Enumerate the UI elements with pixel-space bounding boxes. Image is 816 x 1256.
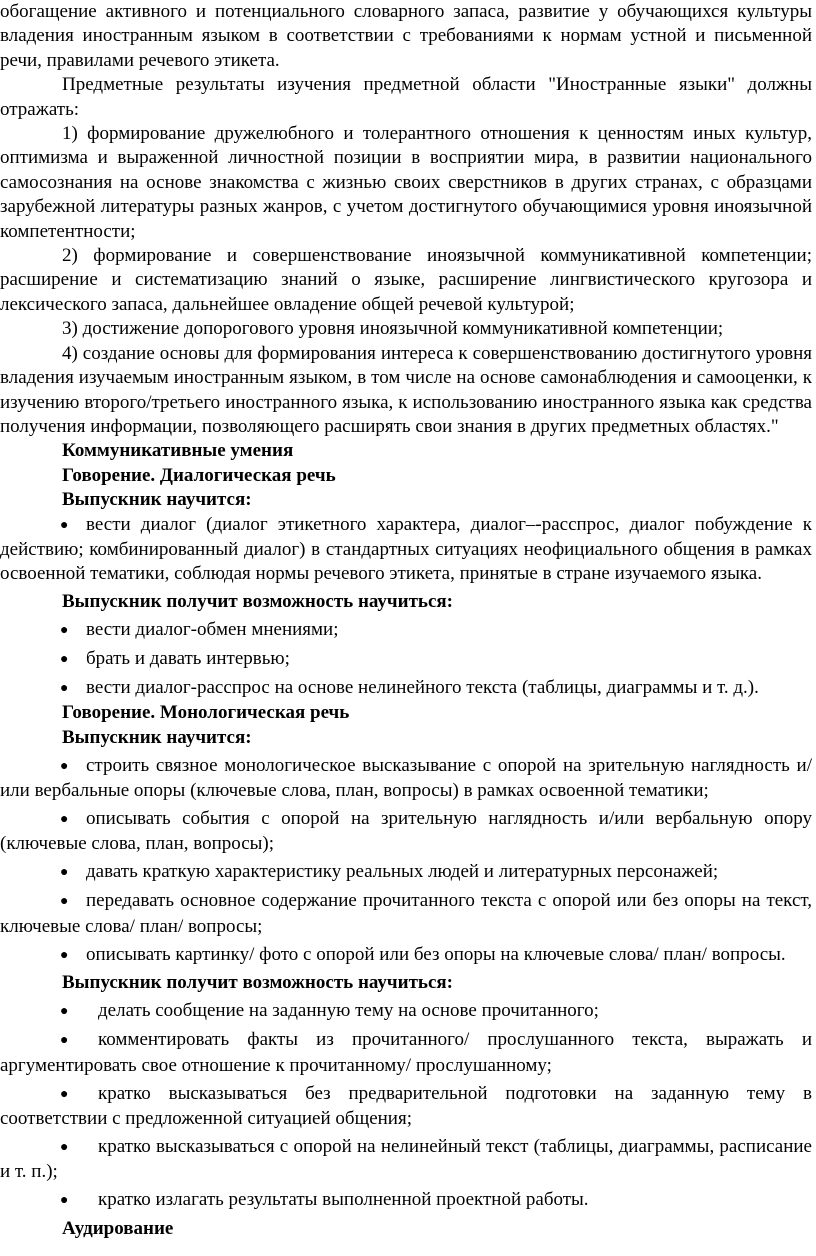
heading-will-learn: Выпускник научится: bbox=[62, 489, 252, 511]
bullet-icon: ● bbox=[60, 1004, 69, 1020]
heading-listening: Аудирование bbox=[62, 1218, 174, 1240]
list-item bbox=[0, 999, 812, 1024]
bullet-icon: ● bbox=[60, 758, 69, 774]
heading-will-learn: Выпускник научится: bbox=[62, 726, 252, 748]
heading-opportunity: Выпускник получит возможность научиться: bbox=[62, 591, 454, 613]
list-item bbox=[0, 754, 812, 804]
intro-paragraph: Предметные результаты изучения предметной области "Иностранные языки" должны отражать: bbox=[0, 74, 812, 120]
bullet-icon: ● bbox=[60, 865, 69, 881]
list-item-text: комментировать факты из прочитанного/ прослушанного текста, выражать и аргументировать свое отношение к прочитанному/ прослушанному; bbox=[0, 1029, 812, 1076]
result-item-4: 4) создание основы для формирования интереса к совершенствованию достигнутого уровня владения изучаемым иностранным языком, в том числе на основе самонаблюдения и самооценки, к изучению второго/третьего иностранного языка, к использованию иностранного языка как средства получения информации, позволяющего расширять свои знания в других предметных областях." bbox=[0, 342, 812, 437]
bullet-icon: ● bbox=[60, 947, 69, 963]
list-item bbox=[0, 1082, 812, 1132]
list-item bbox=[0, 860, 812, 885]
list-item-text: кратко высказываться с опорой на нелинейный текст (таблицы, диаграммы, расписание и т. п.); bbox=[0, 1135, 812, 1183]
bullet-icon: ● bbox=[60, 812, 69, 827]
list-item-text: кратко высказываться без предварительной подготовки на заданную тему в соответствии с предложенной ситуацией общения; bbox=[0, 1082, 812, 1129]
list-item-text: делать сообщение на заданную тему на основе прочитанного; bbox=[98, 1000, 599, 1022]
list-item-text: строить связное монологическое высказывание с опорой на зрительную наглядность и/или вербальные опоры (ключевые слова, план, вопросы) в рамках освоенной тематики; bbox=[0, 754, 812, 802]
bullet-icon: ● bbox=[60, 1033, 69, 1049]
list-item-text: вести диалог (диалог этикетного характера, диалог–-расспрос, диалог побуждение к действию; комбинированный диалог) в стандартных ситуациях неофициального общения в рамках освоенной тематики, соблюдая нормы речевого этикета, принятые в стране изучаемого языка. bbox=[0, 513, 812, 585]
list-item bbox=[0, 1188, 812, 1213]
list-item-text: вести диалог-расспрос на основе нелинейного текста (таблицы, диаграммы и т. д.). bbox=[86, 676, 759, 698]
list-item bbox=[0, 1135, 812, 1185]
list-item-text: давать краткую характеристику реальных людей и литературных персонажей; bbox=[86, 861, 719, 883]
list-item-text: описывать картинку/ фото с опорой или без опоры на ключевые слова/ план/ вопросы. bbox=[86, 943, 786, 965]
list-item bbox=[0, 943, 812, 968]
list-item bbox=[0, 513, 812, 587]
intro-paragraph: обогащение активного и потенциального словарного запаса, развитие у обучающихся культуры владения иностранным языком в соответствии с требованиями к нормам устной и письменной речи, правилами речевого этикета. bbox=[0, 1, 812, 71]
bullet-icon: ● bbox=[60, 623, 69, 639]
bullet-icon: ● bbox=[60, 680, 69, 696]
result-item-2: 2) формирование и совершенствование иноязычной коммуникативной компетенции; расширение и систематизацию знаний о языке, расширение лингвистического кругозора и лексического запаса, дальнейшее овладение общей речевой культурой; bbox=[0, 245, 812, 315]
list-item bbox=[0, 1028, 812, 1078]
bullet-icon: ● bbox=[60, 517, 69, 533]
list-item-text: брать и давать интервью; bbox=[86, 648, 290, 670]
list-item bbox=[0, 889, 812, 939]
bullet-icon: ● bbox=[60, 894, 69, 910]
heading-opportunity: Выпускник получит возможность научиться: bbox=[62, 972, 454, 994]
list-item bbox=[0, 647, 812, 672]
heading-monolog-speech: Говорение. Монологическая речь bbox=[62, 702, 350, 724]
bullet-icon: ● bbox=[60, 652, 69, 668]
list-item-text: кратко излагать результаты выполненной проектной работы. bbox=[98, 1189, 589, 1211]
result-item-3: 3) достижение допорогового уровня иноязычной коммуникативной компетенции; bbox=[62, 318, 724, 340]
list-item bbox=[0, 676, 812, 701]
bullet-icon: ● bbox=[60, 1086, 69, 1102]
list-item-text: передавать основное содержание прочитанного текста с опорой или без опоры на текст, ключевые слова/ план/ вопросы; bbox=[0, 890, 812, 937]
heading-dialog-speech: Говорение. Диалогическая речь bbox=[62, 464, 336, 486]
heading-communicative-skills: Коммуникативные умения bbox=[62, 440, 294, 462]
bullet-icon: ● bbox=[60, 1139, 69, 1155]
list-item bbox=[0, 618, 812, 643]
result-item-1: 1) формирование дружелюбного и толерантного отношения к ценностям иных культур, оптимизма и выраженной личностной позиции в восприятии мира, в развитии национального самосознания на основе знакомства с жизнью своих сверстников в других странах, с образцами зарубежной литературы разных жанров, с учетом достигнутого обучающимися уровня иноязычной компетентности; bbox=[0, 123, 812, 242]
bullet-icon: ● bbox=[60, 1193, 69, 1209]
list-item bbox=[0, 807, 812, 857]
list-item-text: вести диалог-обмен мнениями; bbox=[86, 619, 339, 641]
list-item-text: описывать события с опорой на зрительную наглядность и/или вербальную опору (ключевые слова, план, вопросы); bbox=[0, 808, 812, 855]
